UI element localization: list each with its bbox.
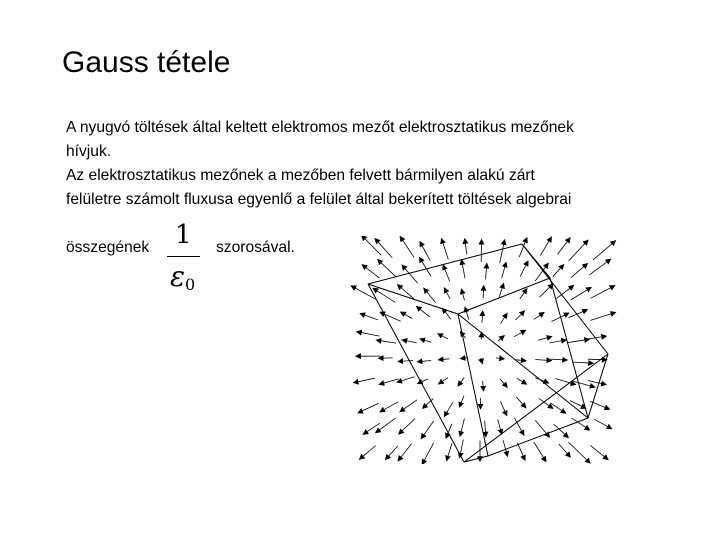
field-arrow: [447, 443, 453, 460]
paragraph-line: felületre számolt fluxusa egyenlő a felület által bekerített töltések algebrai: [66, 191, 572, 208]
field-arrow: [481, 332, 482, 339]
epsilon-symbol: ε: [170, 260, 186, 293]
field-arrow: [458, 377, 464, 386]
fraction-numerator: 1: [175, 220, 192, 250]
field-arrow: [500, 240, 505, 263]
field-arrow: [485, 421, 486, 437]
field-arrow: [500, 401, 506, 415]
field-arrow: [516, 311, 525, 320]
field-arrow: [549, 340, 566, 343]
field-arrow: [380, 312, 401, 321]
field-arrow: [535, 420, 549, 437]
field-arrow: [465, 239, 467, 255]
field-arrow: [588, 359, 607, 360]
field-arrow: [514, 330, 526, 337]
text-after-fraction: szorosával.: [216, 239, 295, 256]
field-arrow: [459, 396, 464, 407]
field-arrow: [400, 237, 414, 258]
field-arrow: [496, 358, 504, 359]
field-arrow: [590, 401, 609, 409]
field-arrow: [444, 288, 450, 299]
field-arrow: [520, 289, 527, 299]
field-arrow: [357, 332, 380, 336]
field-arrow: [553, 265, 564, 277]
field-arrow: [555, 379, 575, 385]
field-arrow: [439, 378, 448, 384]
field-arrow: [571, 264, 587, 278]
field-arrow: [594, 419, 611, 429]
field-arrow: [363, 423, 380, 434]
field-arrow: [358, 403, 378, 413]
field-arrow: [568, 310, 587, 318]
field-arrow: [465, 307, 469, 320]
cube-edge: [458, 278, 550, 314]
field-arrow: [498, 336, 504, 341]
paragraph-line: A nyugvó töltések által keltett elektromos mezőt elektrosztatikus mezőnek: [66, 119, 574, 136]
field-arrow: [498, 420, 502, 435]
field-arrow: [420, 258, 432, 277]
fraction-one-over-epsilon-zero: [165, 220, 201, 292]
fraction-denominator: [170, 260, 195, 294]
field-arrow: [442, 239, 449, 260]
field-arrow: [378, 260, 396, 277]
field-arrow: [376, 418, 396, 433]
field-arrow: [386, 446, 398, 460]
field-arrow: [519, 238, 527, 257]
field-arrow: [538, 337, 552, 341]
field-arrow: [397, 377, 414, 382]
cube-edge: [550, 278, 588, 418]
field-arrow: [571, 287, 592, 300]
field-arrow: [591, 312, 616, 320]
cube-edge: [458, 314, 488, 456]
field-arrow: [420, 339, 431, 342]
field-arrow: [481, 358, 483, 364]
field-arrow: [588, 381, 606, 385]
field-arrow: [423, 399, 434, 409]
field-arrow: [460, 440, 464, 458]
body-paragraph: [66, 116, 686, 212]
field-arrow: [569, 442, 591, 463]
field-arrow: [439, 359, 450, 360]
field-arrow: [483, 381, 484, 391]
field-arrow: [376, 340, 396, 343]
cube-edge: [458, 314, 588, 418]
field-arrow: [444, 402, 452, 416]
field-arrow: [438, 334, 448, 339]
field-arrow: [593, 241, 616, 260]
field-arrow: [482, 311, 483, 323]
field-arrow: [503, 440, 507, 456]
field-arrow: [424, 288, 436, 302]
field-arrow: [401, 312, 413, 318]
field-arrow: [540, 284, 553, 297]
field-arrow: [535, 263, 548, 281]
field-arrow: [486, 264, 487, 280]
field-arrow: [483, 286, 484, 299]
field-arrow: [461, 289, 464, 300]
field-arrow: [420, 242, 430, 261]
fraction-bar: [167, 256, 200, 257]
field-arrow: [540, 237, 551, 256]
field-arrow: [535, 360, 551, 361]
field-arrow: [360, 314, 378, 320]
field-arrow: [520, 261, 528, 277]
field-arrow: [422, 443, 434, 464]
field-arrow: [501, 313, 508, 323]
epsilon-subscript: 0: [185, 275, 196, 294]
field-arrow: [500, 379, 507, 387]
field-arrow: [460, 419, 464, 437]
field-arrow: [572, 418, 590, 430]
field-arrow: [534, 313, 544, 320]
field-arrow: [400, 400, 417, 412]
field-arrow: [380, 402, 398, 412]
field-arrow: [462, 260, 466, 278]
field-arrow: [517, 443, 525, 460]
field-arrow: [590, 445, 608, 459]
field-arrow: [398, 444, 411, 461]
field-arrow: [591, 286, 615, 299]
field-arrow: [362, 236, 382, 255]
field-arrow: [551, 359, 568, 360]
field-arrow: [572, 362, 593, 363]
field-arrow: [516, 397, 526, 408]
paragraph-line: hívjuk.: [66, 143, 112, 160]
field-arrow: [590, 259, 611, 275]
field-arrow: [502, 262, 506, 278]
field-arrow: [417, 307, 431, 318]
field-arrow: [534, 442, 546, 462]
field-arrow: [558, 238, 571, 255]
text-before-fraction: összegének: [66, 239, 150, 256]
field-arrow: [421, 421, 434, 439]
field-arrow: [402, 340, 417, 343]
field-arrow: [360, 446, 376, 460]
field-arrow: [573, 381, 595, 387]
paragraph-line: Az elektrosztatikus mezőnek a mezőben felvett bármilyen alakú zárt: [66, 167, 535, 184]
field-arrow: [567, 339, 590, 342]
field-arrow: [399, 419, 415, 435]
field-arrow: [354, 378, 375, 383]
field-arrow: [417, 361, 431, 362]
slide-title: Gauss tétele: [62, 46, 231, 79]
cube-edge: [522, 244, 550, 278]
field-arrow: [569, 240, 588, 261]
field-arrow: [559, 444, 571, 457]
field-arrow: [443, 265, 450, 282]
field-arrow: [362, 265, 379, 278]
field-arrow: [535, 378, 548, 383]
gauss-cube-field-figure: [340, 236, 620, 464]
field-arrow: [379, 379, 398, 384]
field-arrow: [375, 239, 392, 258]
field-arrow: [398, 361, 413, 362]
field-arrows: [351, 236, 615, 464]
field-arrow: [517, 378, 526, 384]
